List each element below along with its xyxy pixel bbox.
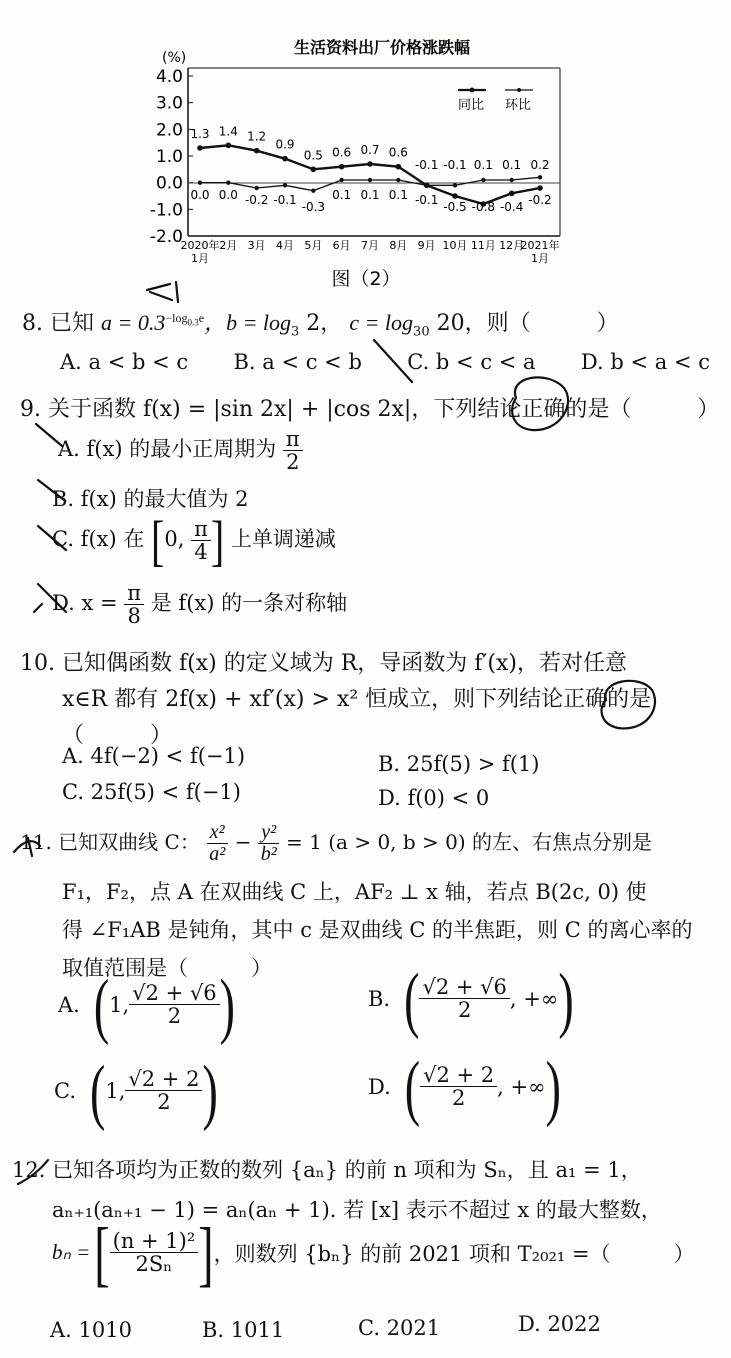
y-tick-label: 2.0 [155,120,183,141]
yoy-data-label: 0.1 [502,158,522,172]
x-tick-label [333,239,351,252]
yoy-data-label: -0.1 [414,158,439,172]
q11-line4: 取值范围是（ ） [62,956,272,980]
yoy-point [367,161,373,167]
yoy-point [197,145,203,151]
q11-c-left: 1, [105,1078,126,1103]
q8-a-exp-sub: 0.3 [187,317,199,328]
yoy-data-label: 0.9 [275,137,295,152]
legend-mom-label: 环比 [505,98,532,113]
legend-yoy-label: 同比 [458,98,485,113]
y-tick-label: 4.0 [155,67,183,87]
yoy-data-label: 0.6 [332,145,352,160]
x-tick-label-part: 2月 [219,239,238,252]
q11-a-lparen: ( [93,963,110,1046]
q8-b-sub: 3 [291,324,300,340]
q11-post: = 1 (a > 0, b > 0) 的左、右焦点分别是 [286,830,653,854]
q8-number: 8. [22,311,43,336]
mom-data-label: 0.1 [388,188,408,202]
q10-line3: （ ） [62,723,173,748]
q11-fraction-x [206,822,228,865]
q11-d-rparen: ) [545,1045,561,1128]
x-tick-label [443,239,468,252]
y-tick-label: 1.0 [155,147,183,167]
mom-point [453,183,457,187]
q11-option-c[interactable] [54,1049,218,1132]
q9-a-text: A. f(x) 的最小正周期为 [58,437,277,462]
yoy-point [311,167,317,173]
mom-point [396,178,400,182]
mom-data-label: -0.5 [443,200,467,214]
mom-data-label: -0.2 [528,193,552,207]
mom-point [311,188,315,192]
yoy-data-label: 0.6 [388,145,408,160]
x-tick-label-part: 8月 [389,239,408,252]
x-tick-label-part: 5月 [304,239,323,252]
mom-point [424,183,428,187]
q10-line2: x∈R 都有 2f(x) + xf′(x) > x² 恒成立，则下列结论正确的是 [62,687,652,712]
mom-data-label: -0.3 [301,200,326,214]
q11-a-fraction [129,982,219,1027]
q11-option-b[interactable] [368,957,574,1040]
yoy-data-label: 0.7 [360,143,380,157]
q9-d-fraction [124,582,144,627]
q8-option-a[interactable]: A. a < b < c [60,350,189,374]
q8-option-b[interactable]: B. a < c < b [233,350,362,374]
q8-b: ，b = log [204,310,292,335]
mom-point [368,178,372,182]
x-tick-label-part: 1月 [531,252,549,265]
chart-title: 生活资料出厂价格涨跌幅 [293,38,471,57]
y-tick-label: -1.0 [149,200,183,221]
q10-line1: 已知偶函数 f(x) 的定义域为 R，导函数为 f′(x)，若对任意 [62,651,627,676]
q11-b-den: 2 [457,998,472,1022]
q8-a-exp: −log [165,310,188,325]
q8-options [60,350,710,374]
q11-a-rparen: ) [219,963,235,1046]
q9-c-pre: C. f(x) 在 [52,527,145,551]
yoy-data-label: 1.4 [218,124,238,139]
yoy-data-label: 1.2 [247,129,267,144]
q9-c-post: 上单调递减 [230,527,336,551]
x-tick-label-part: 4月 [276,239,294,252]
q11-b-num: √2 + √6 [419,976,509,999]
question-10 [20,646,651,754]
q9-a-fraction [283,428,303,473]
q11-option-d[interactable] [368,1045,561,1128]
q11-b-rparen: ) [558,957,574,1040]
q12-option-b[interactable]: B. 1011 [202,1318,285,1342]
q11-b-lparen: ( [404,957,420,1040]
q11-body [62,873,692,987]
x-tick-label [181,238,220,265]
yoy-point [282,156,288,162]
question-9 [20,392,719,423]
mom-point [538,175,542,179]
figure-caption: 图（2） [331,268,401,290]
yoy-data-label: 1.3 [190,127,210,141]
yoy-point [452,193,458,199]
q11-c-rparen: ) [202,1049,218,1132]
q9-c-den: 4 [194,540,208,564]
y-tick-label: -2.0 [149,227,183,247]
q12-post: ，则数列 {bₙ} 的前 2021 项和 T₂₀₂₁ =（ ） [213,1241,695,1266]
q11-c-lparen: ( [90,1049,106,1132]
mom-data-label: -0.4 [499,200,524,214]
yoy-point [509,191,515,197]
mom-data-label: 0.0 [190,188,210,202]
q8-c: c = log [349,310,414,335]
mom-data-label: -0.1 [414,193,439,207]
q12-fraction [110,1230,199,1275]
mom-data-label: -0.8 [471,200,496,214]
q10-option-b[interactable]: B. 25f(5) > f(1) [378,752,540,776]
x-tick-label-part: 3月 [247,239,266,252]
yoy-point [254,148,260,154]
q9-b-text: B. f(x) 的最大值为 2 [52,487,249,511]
x-tick-label [521,238,560,265]
q9-d-den: 8 [127,604,141,629]
q9-a-den: 2 [286,450,300,475]
q11-a-num: √2 + √6 [129,982,219,1005]
mom-data-label: -0.1 [273,193,297,207]
x-tick-label-part: 2021年 [520,239,560,252]
mom-point [226,180,230,184]
x-tick-label-part: 11月 [470,239,496,252]
yoy-point [339,164,345,170]
q12-bn-line [52,1211,695,1294]
q11-fraction-y [258,822,280,865]
yoy-data-label: 0.1 [473,158,493,172]
q8-option-d[interactable]: D. b < a < c [580,350,710,374]
legend-yoy-marker [470,88,475,93]
q11-d-den: 2 [451,1086,466,1110]
q11-b-right: , +∞ [509,986,559,1011]
mom-point [481,178,485,182]
q11-d-lparen: ( [404,1045,421,1128]
legend-mom-marker [517,88,521,92]
q10-option-c[interactable]: C. 25f(5) < f(−1) [62,780,241,804]
q11-f2-den: b² [260,843,277,865]
q9-d-post: 是 f(x) 的一条对称轴 [150,591,348,616]
q11-d-fraction [420,1064,497,1109]
q9-c-lbracket: [ [151,509,165,572]
x-tick-label [361,239,379,252]
mom-point [283,183,287,187]
q9-c-rbracket: ] [210,509,225,572]
mom-point [339,178,343,182]
q11-c-label: C. [54,1078,76,1103]
x-tick-label [219,239,237,252]
question-8 [22,306,619,339]
q8-c-sub: 30 [413,324,430,340]
q9-c-fraction [191,518,211,563]
q9-d-num: π [124,582,144,605]
q8-b-tail: 2， [299,311,343,336]
y-tick-label: 0.0 [155,173,183,194]
q11-d-num: √2 + 2 [420,1064,497,1087]
yoy-point [537,185,543,191]
q9-number: 9. [20,397,41,422]
q8-option-c[interactable]: C. b < c < a [407,350,536,374]
q11-c-fraction [125,1068,202,1113]
x-tick-label [418,239,436,252]
yoy-data-label: 0.2 [530,158,550,172]
x-tick-label-part: 6月 [332,239,351,252]
yoy-data-label: -0.1 [443,158,467,172]
x-tick-label-part: 9月 [417,239,436,252]
q11-minus: − [234,830,252,854]
x-tick-label-part: 12月 [499,239,525,252]
x-tick-label [248,239,266,252]
mom-data-label: 0.0 [218,188,238,202]
q11-b-fraction [419,976,509,1021]
q11-f1-num: x² [207,822,228,844]
x-tick-label [471,239,496,252]
q12-lbracket: [ [94,1211,110,1294]
q9-c-zero: 0, [164,527,185,551]
q12-bn: bₙ = [52,1240,91,1264]
q11-d-label: D. [368,1074,391,1099]
q9-option-d[interactable] [52,582,347,627]
q9-d-pre: D. x = [52,591,118,616]
q11-b-label: B. [368,986,391,1011]
mom-data-label: -0.2 [244,193,269,207]
chart-unit: (%) [162,50,187,66]
q9-option-a[interactable] [58,428,303,473]
q11-c-den: 2 [157,1090,171,1114]
q10-number: 10. [20,651,55,676]
x-tick-label-part: 10月 [442,239,468,252]
yoy-point [226,143,232,149]
x-tick-label [389,239,407,252]
q12-line1: 已知各项均为正数的数列 {aₙ} 的前 n 项和为 Sₙ，且 a₁ = 1， [52,1158,642,1182]
q12-option-c[interactable]: C. 2021 [358,1316,441,1340]
mom-data-label: 0.1 [360,188,380,202]
q8-a: a = 0.3 [101,310,166,335]
mom-point [198,180,202,184]
y-tick-label: 3.0 [155,93,183,114]
x-tick-label-part: 1月 [191,252,209,265]
yoy-point [396,164,402,170]
q10-option-a[interactable]: A. 4f(−2) < f(−1) [62,744,246,768]
q11-a-label: A. [58,992,80,1017]
q11-f2-num: y² [258,822,279,844]
q8-c-tail: 20，则（ ） [429,311,619,336]
q12-number: 12. [12,1158,46,1182]
q10-option-d[interactable]: D. f(0) < 0 [378,786,490,810]
q9-stem: 关于函数 f(x) = |sin 2x| + |cos 2x|，下列结论正确的是（ ） [48,397,720,422]
x-tick-label [276,239,294,252]
q11-number: 11. [20,830,52,854]
mom-data-label: 0.1 [332,188,352,202]
q11-line2: F₁，F₂，点 A 在双曲线 C 上，AF₂ ⊥ x 轴，若点 B(2c, 0) 使 [62,880,647,904]
line-chart [0,0,731,300]
q12-option-a[interactable]: A. 1010 [50,1318,132,1342]
yoy-data-label: 0.5 [303,148,323,163]
q8-a-exp-e: e [198,310,205,325]
question-11 [20,822,652,865]
q12-option-d[interactable]: D. 2022 [518,1312,601,1336]
x-tick-label-part: 7月 [361,239,379,252]
x-tick-label [304,239,322,252]
q12-line2: aₙ₊₁(aₙ₊₁ − 1) = aₙ(aₙ + 1). 若 [x] 表示不超过 x 的最大整数， [52,1198,662,1222]
x-tick-label-part: 2020年 [180,239,220,252]
q11-pre: 已知双曲线 C： [58,830,200,854]
q11-a-den: 2 [167,1004,182,1028]
q11-d-right: , +∞ [497,1074,546,1099]
q12-frac-den: 2Sₙ [135,1252,173,1276]
q8-stem: 已知 [50,311,95,336]
q12-rbracket: ] [198,1211,214,1294]
q9-option-c[interactable] [52,509,336,572]
q11-a-left: 1, [109,992,130,1017]
q11-line3: 得 ∠F₁AB 是钝角，其中 c 是双曲线 C 的半焦距，则 C 的离心率的 [62,918,693,942]
q12-frac-num: (n + 1)² [110,1230,199,1253]
q9-c-num: π [191,518,211,541]
q11-c-num: √2 + 2 [125,1068,202,1091]
mom-point [509,178,513,182]
mom-point [254,186,258,190]
q9-a-num: π [283,428,303,451]
q11-f1-den: a² [209,843,226,865]
